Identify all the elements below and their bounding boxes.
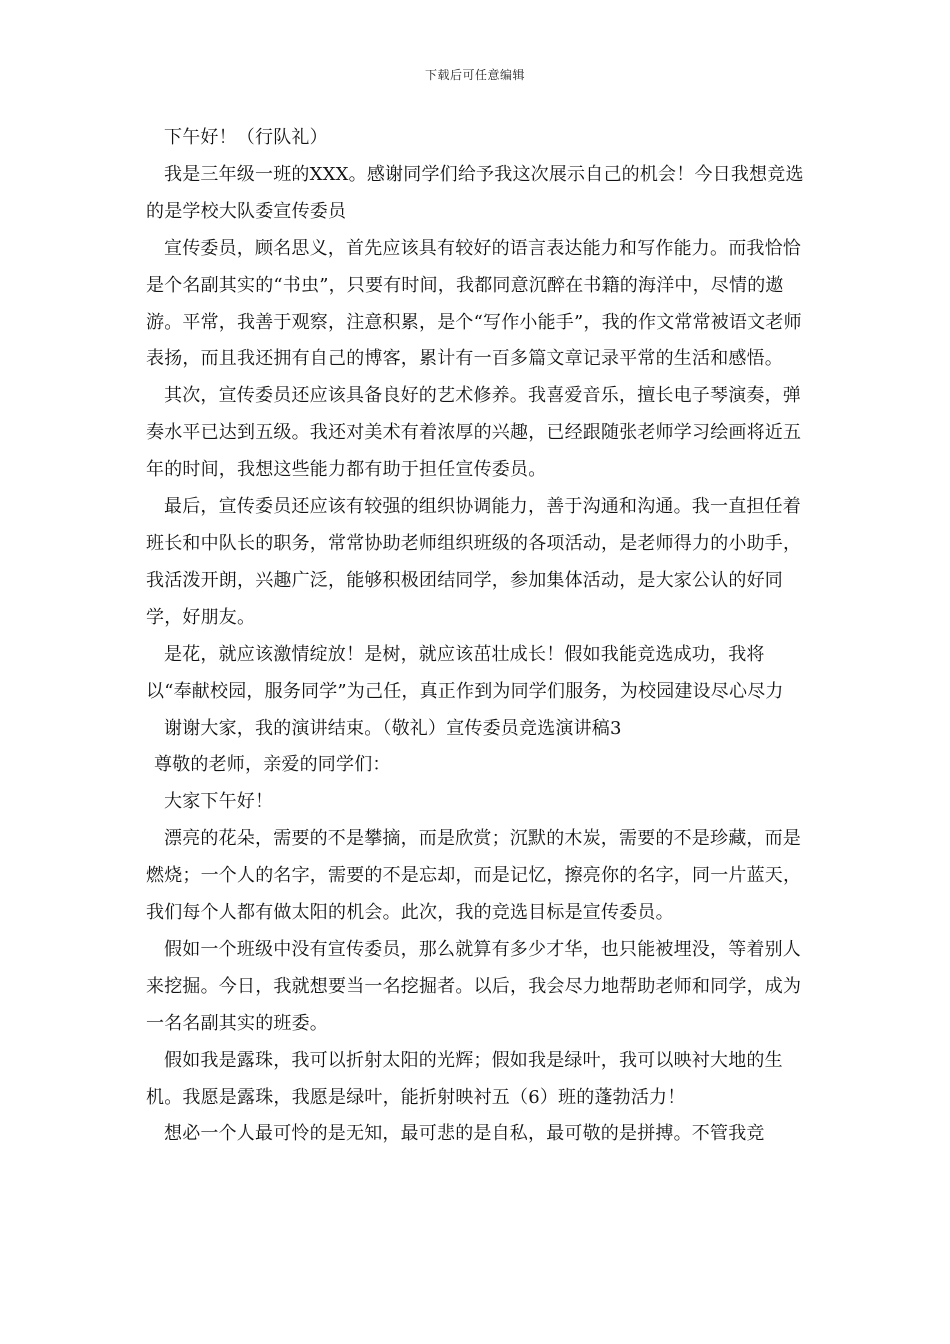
paragraph-greeting: 下午好！（行队礼）	[164, 127, 328, 148]
paragraph-closing: 谢谢大家，我的演讲结束。（敬礼）宣传委员竞选演讲稿3	[164, 717, 622, 739]
paragraph-dewdrop: 假如我是露珠，我可以折射太阳的光辉；假如我是绿叶，我可以映衬大地的生机。我愿是露珠，我愿是绿叶，能折射映衬五（6）班的蓬勃活力！	[146, 1049, 783, 1108]
paragraph-salutation: 尊敬的老师，亲爱的同学们：	[154, 754, 391, 776]
paragraph-class-role: 假如一个班级中没有宣传委员，那么就算有多少才华，也只能被埋没，等着别人来挖掘。今日，我就想要当一名挖掘者。以后，我会尽力地帮助老师和同学，成为一名名副其实的班委。	[146, 938, 802, 1034]
paragraph-pledge: 是花，就应该激情绽放！是树，就应该茁壮成长！假如我能竞选成功，我将以“奉献校园，服务同学”为己任，真正作到为同学们服务，为校园建设尽心尽力	[146, 643, 784, 702]
paragraph-writing-ability: 宣传委员，顾名思义，首先应该具有较好的语言表达能力和写作能力。而我恰恰是个名副其实的“书虫”，只要有时间，我都同意沉醉在书籍的海洋中，尽情的遨游。平常，我善于观察，注意积累，是个“写作小能手”，我的作文常常被语文老师表扬，而且我还拥有自己的博客，累计有一百多篇文章记录平常的生活和感悟。	[146, 237, 802, 370]
page-header: 下载后可任意编辑	[424, 68, 525, 82]
paragraph-flowers: 漂亮的花朵，需要的不是攀摘，而是欣赏；沉默的木炭，需要的不是珍藏，而是燃烧；一个人的名字，需要的不是忘却，而是记忆，擦亮你的名字，同一片蓝天，我们每个人都有做太阳的机会。此次，我的竞选目标是宣传委员。	[146, 828, 802, 924]
paragraph-art-ability: 其次，宣传委员还应该具备良好的艺术修养。我喜爱音乐，擅长电子琴演奏，弹奏水平已达到五级。我还对美术有着浓厚的兴趣，已经跟随张老师学习绘画将近五年的时间，我想这些能力都有助于担任宣传委员。	[146, 385, 802, 481]
paragraph-final: 想必一个人最可怜的是无知，最可悲的是自私，最可敬的是拼搏。不管我竞	[164, 1123, 765, 1145]
document-body	[146, 120, 808, 1153]
paragraph-intro: 我是三年级一班的XXX。感谢同学们给予我这次展示自己的机会！今日我想竞选的是学校大队委宣传委员	[146, 163, 804, 222]
paragraph-greeting-2: 大家下午好！	[164, 791, 274, 813]
paragraph-organization-ability: 最后，宣传委员还应该有较强的组织协调能力，善于沟通和沟通。我一直担任着班长和中队长的职务，常常协助老师组织班级的各项活动，是老师得力的小助手，我活泼开朗，兴趣广泛，能够积极团结同学，参加集体活动，是大家公认的好同学，好朋友。	[146, 496, 802, 628]
